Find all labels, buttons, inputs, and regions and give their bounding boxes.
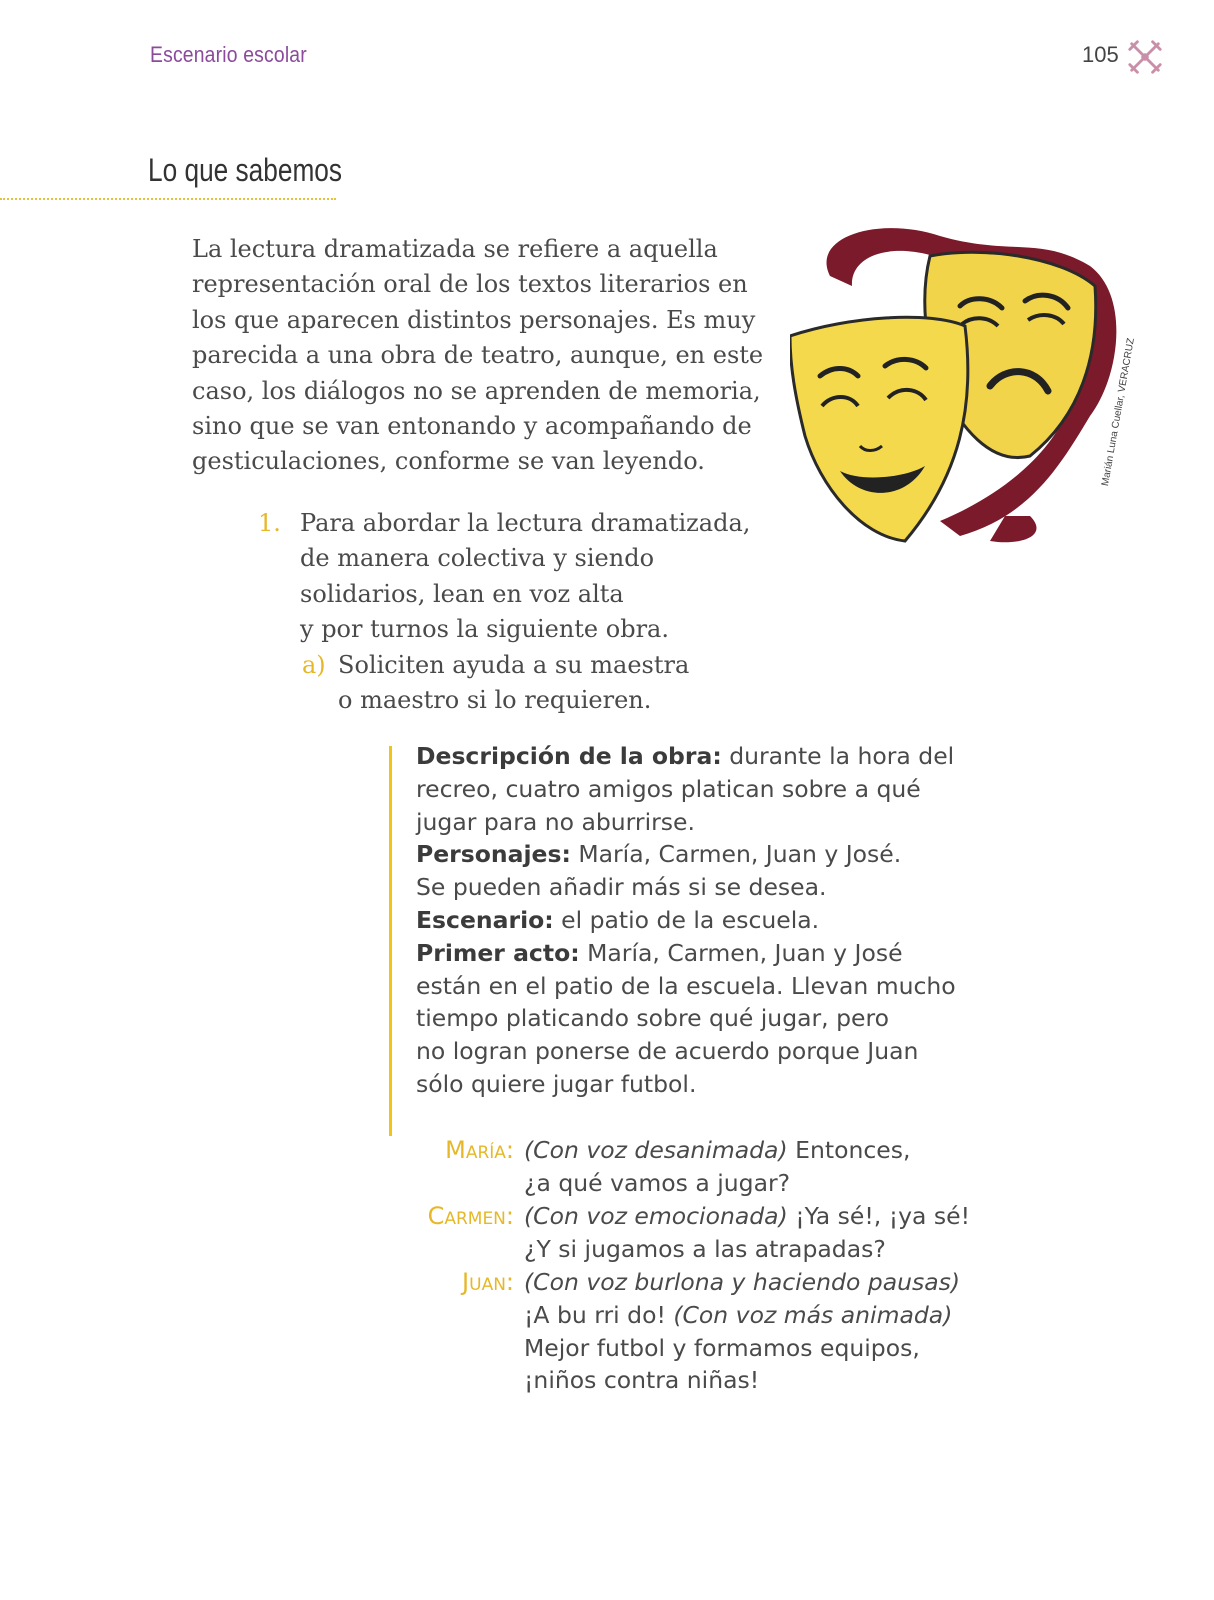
speech-line — [524, 1299, 1044, 1332]
speech-line: ¿Y si jugamos a las atrapadas? — [524, 1234, 886, 1263]
setting-label: Escenario: — [416, 905, 554, 934]
play-line: recreo, cuatro amigos platican sobre a qué — [416, 774, 921, 803]
running-header: Escenario escolar — [150, 42, 307, 67]
intro-line: los que aparecen distintos personajes. Es muy — [192, 305, 756, 334]
speech-text: Entonces, — [787, 1136, 911, 1164]
subitem-letter: a) — [302, 651, 326, 679]
intro-line: gesticulaciones, conforme se van leyendo. — [192, 447, 705, 476]
ornament-icon — [1126, 38, 1164, 76]
activity-line: y por turnos la siguiente obra. — [300, 615, 669, 644]
play-line: están en el patio de la escuela. Llevan mucho — [416, 971, 956, 1000]
stage-direction: (Con voz más animada) — [673, 1300, 953, 1329]
speaker-juan: Juan: — [462, 1268, 514, 1296]
activity-line: Para abordar la lectura dramatizada, — [300, 509, 751, 537]
play-line: jugar para no aburrirse. — [416, 807, 695, 836]
page-number: 105 — [1082, 42, 1119, 67]
speech-line — [524, 1200, 1044, 1233]
speech-line — [524, 1266, 1044, 1299]
intro-line: sino que se van entonando y acompañando de — [192, 412, 752, 441]
setting-text: el patio de la escuela. — [553, 905, 820, 934]
intro-line: caso, los diálogos no se aprenden de memoria, — [192, 376, 761, 405]
description-text: durante la hora del — [721, 742, 955, 770]
speaker-carmen: Carmen: — [427, 1202, 514, 1230]
intro-line: representación oral de los textos literarios en — [192, 270, 748, 299]
play-line — [416, 740, 996, 773]
play-line — [416, 937, 996, 970]
subitem-line: o maestro si lo requieren. — [338, 686, 652, 715]
speech-maria — [524, 1134, 1044, 1200]
activity-line: de manera colectiva y siendo — [300, 544, 655, 573]
play-line — [416, 904, 996, 937]
characters-label: Personajes: — [416, 840, 571, 869]
act-text: María, Carmen, Juan y José — [579, 938, 903, 967]
speech-carmen — [524, 1200, 1044, 1266]
subitem-text — [338, 648, 758, 719]
illustration-credit: Marián Luna Cuellar, VERACRUZ — [1100, 337, 1137, 487]
act-label: Primer acto: — [416, 938, 580, 967]
stage-direction: (Con voz desanimada) — [524, 1136, 788, 1164]
speech-line: ¡niños contra niñas! — [524, 1366, 760, 1395]
speech-line — [524, 1134, 1044, 1167]
speech-juan — [524, 1266, 1044, 1397]
stage-direction: (Con voz emocionada) — [524, 1202, 788, 1230]
description-label: Descripción de la obra: — [416, 742, 722, 770]
title-underline — [0, 198, 336, 200]
speech-text: ¡A bu rri do! — [524, 1300, 674, 1329]
section-title: Lo que sabemos — [148, 152, 343, 188]
activity-text — [300, 506, 800, 648]
intro-line: La lectura dramatizada se refiere a aquella — [192, 235, 718, 263]
play-line: tiempo platicando sobre qué jugar, pero — [416, 1004, 890, 1033]
stage-direction: (Con voz burlona y haciendo pausas) — [524, 1268, 961, 1296]
theater-masks-illustration — [790, 216, 1140, 556]
play-description — [416, 740, 996, 1101]
play-line: sólo quiere jugar futbol. — [416, 1069, 697, 1098]
intro-line: parecida a una obra de teatro, aunque, en este — [192, 341, 764, 370]
activity-number: 1. — [258, 509, 281, 537]
play-side-rule — [389, 746, 392, 1136]
intro-paragraph — [192, 232, 772, 480]
play-line: Se pueden añadir más si se desea. — [416, 873, 827, 902]
speech-text: ¡Ya sé!, ¡ya sé! — [787, 1202, 971, 1230]
activity-line: solidarios, lean en voz alta — [300, 579, 624, 608]
speech-line: Mejor futbol y formamos equipos, — [524, 1333, 920, 1362]
speech-line: ¿a qué vamos a jugar? — [524, 1168, 791, 1197]
speaker-maria: María: — [445, 1136, 514, 1164]
characters-text: María, Carmen, Juan y José. — [570, 840, 902, 869]
play-line — [416, 838, 996, 871]
play-line: no logran ponerse de acuerdo porque Juan — [416, 1037, 919, 1066]
subitem-line: Soliciten ayuda a su maestra — [338, 651, 690, 679]
